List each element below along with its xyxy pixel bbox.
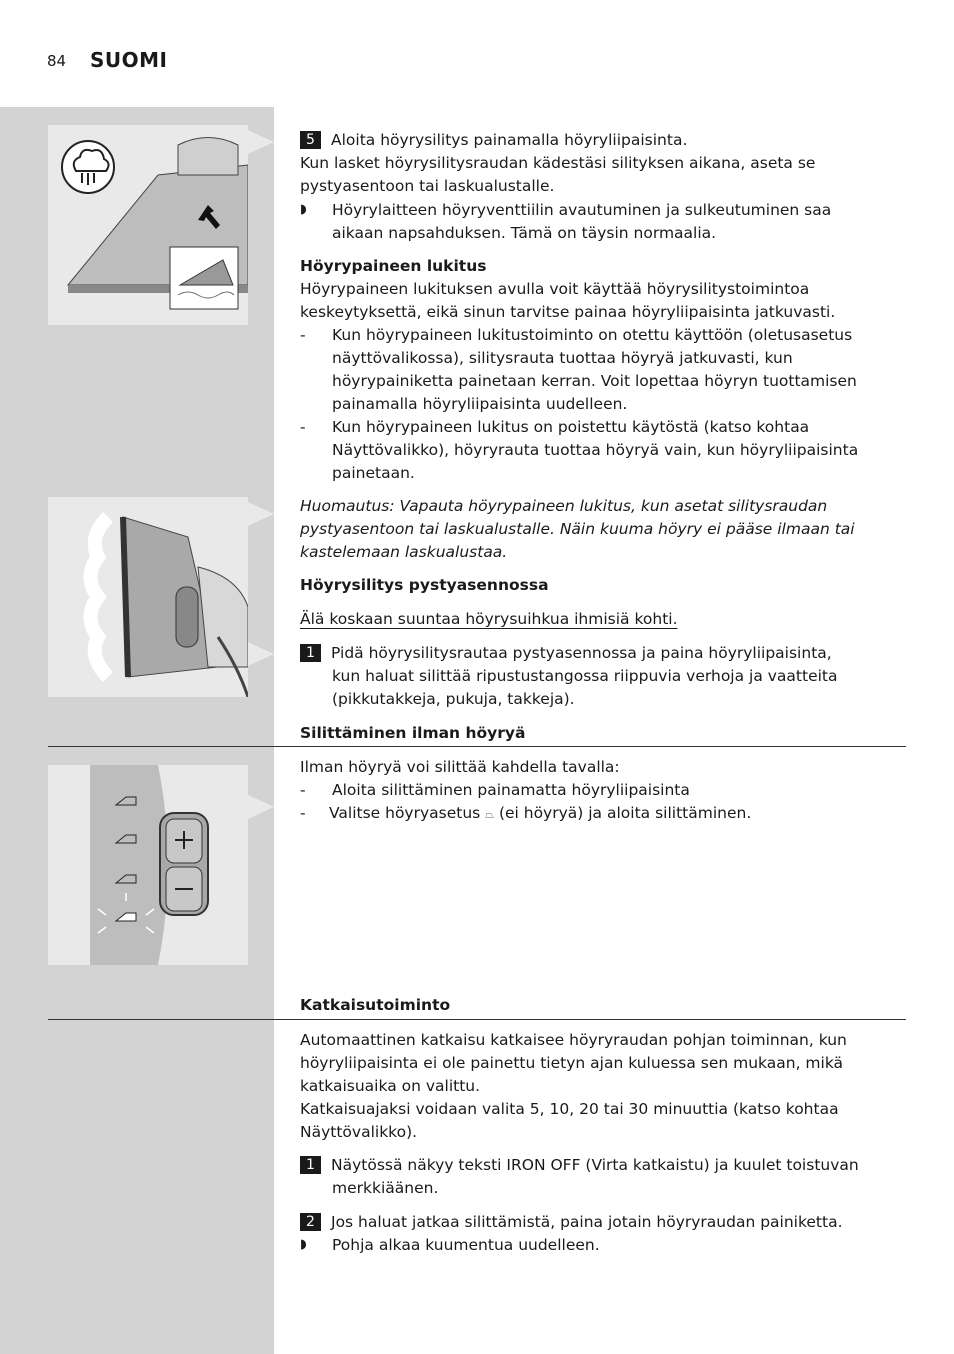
steam-icon [62,141,114,193]
paragraph: pystyasentoon tai laskualustalle. [300,177,555,195]
paragraph: Näyttövalikko). [300,1123,418,1141]
list-text: Valitse höyryasetus [329,804,481,822]
list-text: Aloita silittäminen painamatta höyryliipaisinta [332,781,690,799]
note-text: Huomautus: Vapauta höyrypaineen lukitus, kun asetat silitysraudan [300,497,828,515]
paragraph: Katkaisuajaksi voidaan valita 5, 10, 20 tai 30 minuuttia (katso kohtaa [300,1100,839,1118]
section-heading-auto-off: Katkaisutoiminto [300,996,451,1014]
paragraph: Ilman höyryä voi silittää kahdella tavalla: [300,758,620,776]
illustration-steam-trigger [48,125,248,325]
page-number: 84 [47,52,67,70]
paragraph: Kun lasket höyrysilitysraudan kädestäsi silityksen aikana, aseta se [300,154,816,172]
step-number: 1 [300,1156,321,1174]
section-heading-vertical-steam: Höyrysilitys pystyasennossa [300,576,549,594]
dash-marker: - [300,781,306,799]
step-2 [300,1211,843,1234]
pointer-notch [248,642,274,666]
step-text: Näytössä näkyy teksti IRON OFF (Virta katkaistu) ja kuulet toistuvan [331,1156,859,1174]
paragraph: keskeytyksettä, eikä sinun tarvitse painaa höyryliipaisinta jatkuvasti. [300,303,836,321]
list-text: Kun höyrypaineen lukitustoiminto on otettu käyttöön (oletusasetus [332,326,853,344]
bullet-icon: ◗ [300,202,307,217]
illustration-steam-settings [48,765,248,965]
pointer-notch [248,130,274,154]
paragraph: Höyrypaineen lukituksen avulla voit käyttää höyrysilitystoimintoa [300,280,810,298]
step-1 [300,642,832,665]
note-text: pystyasentoon tai laskualustalle. Näin kuuma höyry ei pääse ilmaan tai [300,520,855,538]
step-text: Pidä höyrysilitysrautaa pystyasennossa ja paina höyryliipaisinta, [331,644,832,662]
no-steam-icon: ⏢ [485,808,494,821]
dash-marker: - [300,418,306,436]
step-5 [300,129,687,152]
section-rule [48,1019,906,1020]
list-text: painamalla höyryliipaisinta uudelleen. [332,395,628,413]
list-text: painetaan. [332,464,415,482]
list-text: Kun höyrypaineen lukitus on poistettu käytöstä (katso kohtaa [332,418,810,436]
dash-marker: - [300,326,306,344]
step-text: Aloita höyrysilitys painamalla höyryliipaisinta. [331,131,688,149]
list-text: Näyttövalikko), höyryrauta tuottaa höyryä vain, kun höyryliipaisinta [332,441,859,459]
pointer-notch [248,795,274,819]
step-number: 1 [300,644,321,662]
step-text: merkkiäänen. [332,1179,439,1197]
bullet-icon: ◗ [300,1237,307,1252]
illustration-vertical-steam [48,497,248,697]
bullet-text: Pohja alkaa kuumentua uudelleen. [332,1236,600,1254]
step-1 [300,1154,859,1177]
section-heading-no-steam: Silittäminen ilman höyryä [300,724,526,742]
section-heading-steam-lock: Höyrypaineen lukitus [300,257,487,275]
pointer-notch [248,502,274,526]
step-number: 2 [300,1213,321,1231]
step-text: kun haluat silittää ripustustangossa riippuvia verhoja ja vaatteita [332,667,838,685]
paragraph: katkaisuaika on valittu. [300,1077,481,1095]
list-item-no-steam [329,802,751,826]
dash-marker: - [300,804,306,822]
bullet-text: Höyrylaitteen höyryventtiilin avautuminen ja sulkeutuminen saa [332,201,832,219]
step-number: 5 [300,131,321,149]
language-heading: SUOMI [90,48,168,72]
paragraph: Automaattinen katkaisu katkaisee höyryraudan pohjan toiminnan, kun [300,1031,847,1049]
step-text: (pikkutakkeja, pukuja, takkeja). [332,690,575,708]
section-rule [48,746,906,747]
list-text: näyttövalikossa), silitysrauta tuottaa höyryä jatkuvasti, kun [332,349,793,367]
list-text: höyrypainiketta painetaan kerran. Voit lopettaa höyryn tuottamisen [332,372,857,390]
list-text: (ei höyryä) ja aloita silittäminen. [498,804,752,822]
step-text: Jos haluat jatkaa silittämistä, paina jotain höyryraudan painiketta. [331,1213,843,1231]
note-text: kastelemaan laskualustaa. [300,543,508,561]
paragraph: höyryliipaisinta ei ole painettu tietyn ajan kuluessa sen mukaan, mikä [300,1054,844,1072]
warning-text: Älä koskaan suuntaa höyrysuihkua ihmisiä kohti. [300,610,678,628]
bullet-text: aikaan napsahduksen. Tämä on täysin normaalia. [332,224,717,242]
